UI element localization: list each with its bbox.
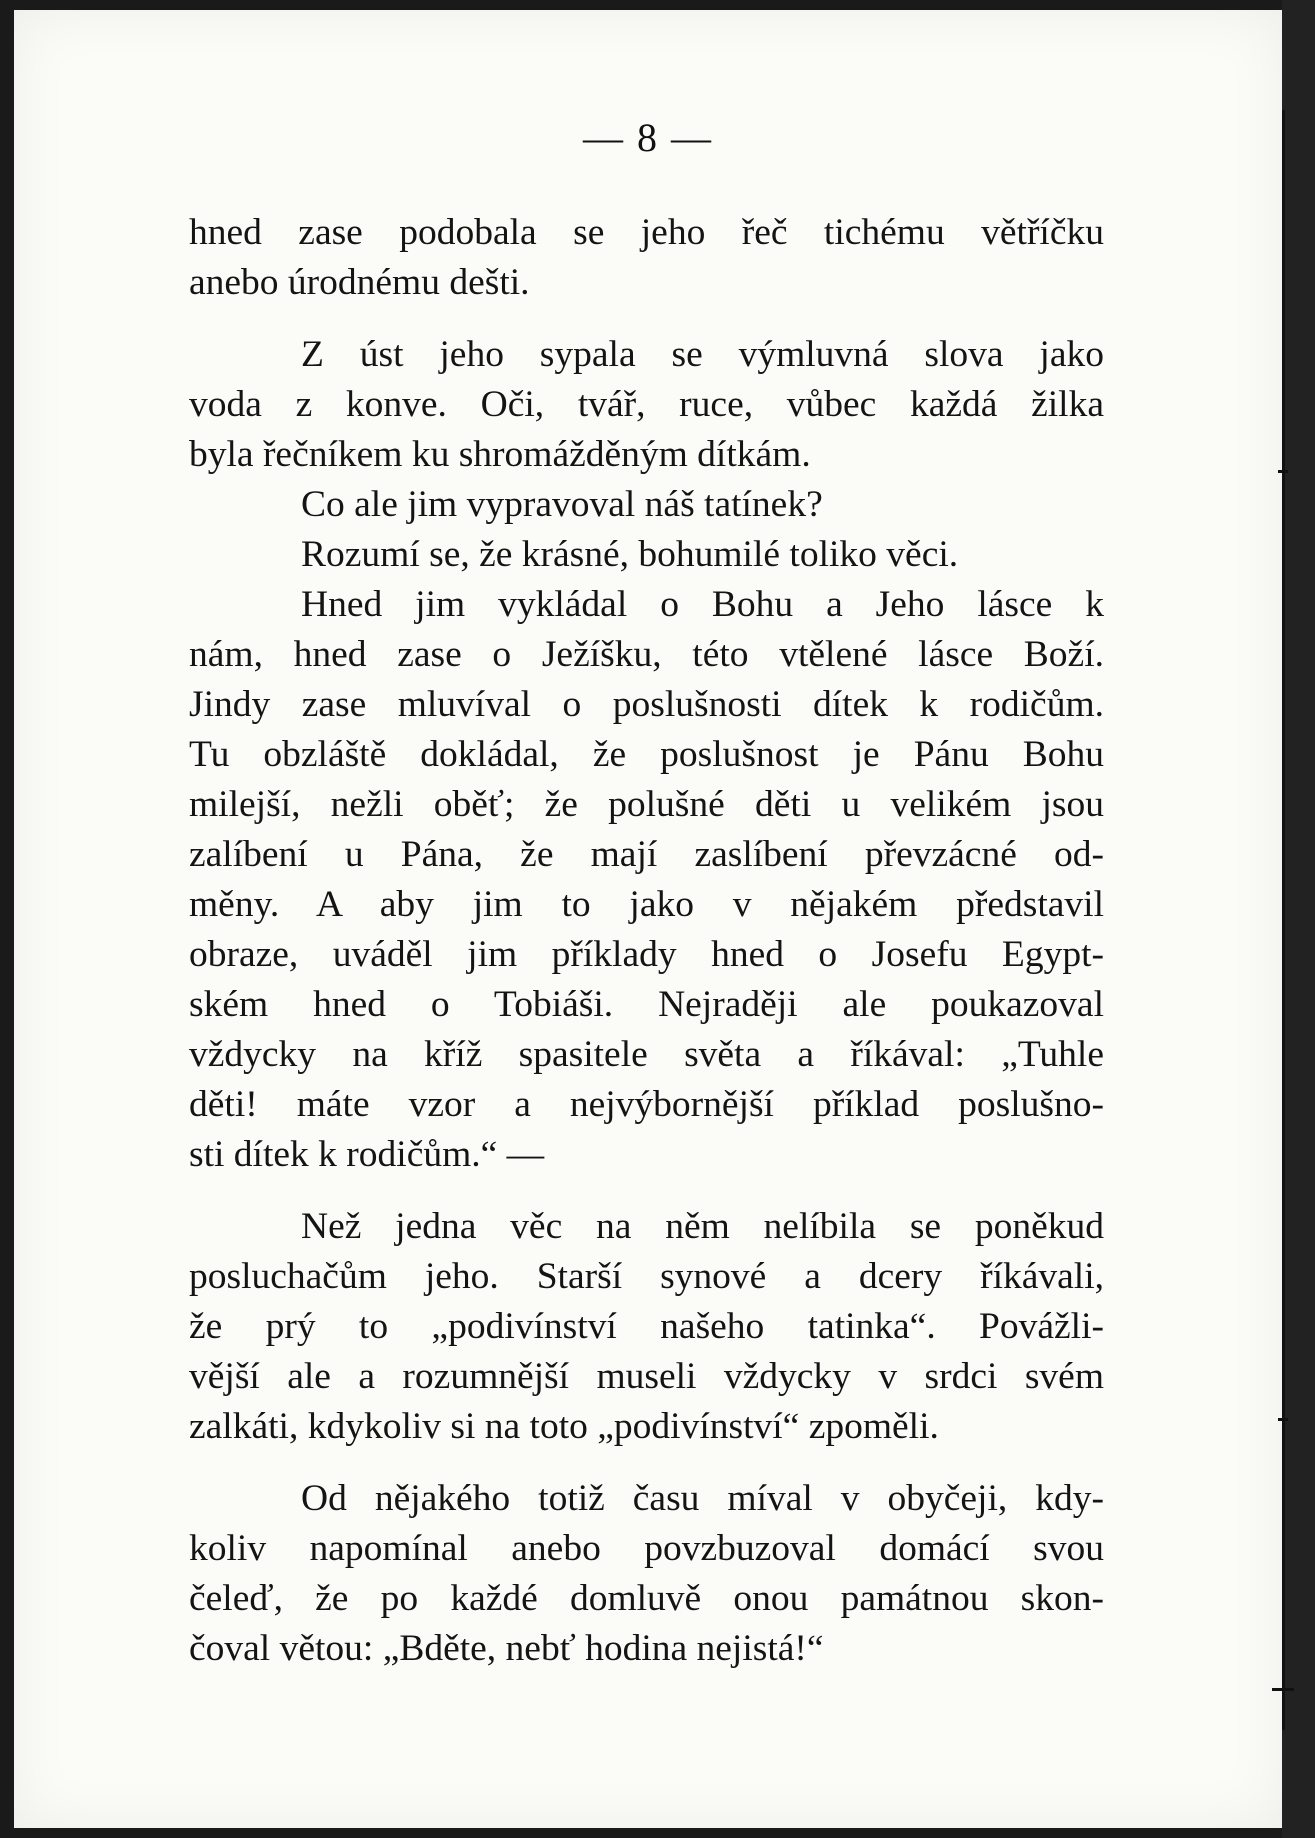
paragraph xyxy=(189,1474,1104,1674)
text-line: čeleď, že po každé domluvě onou památnou skon- xyxy=(189,1578,1104,1619)
text-line: Z úst jeho sypala se výmluvná slova jako xyxy=(301,334,1104,375)
text-line: milejší, nežli oběť; že polušné děti u velikém jsou xyxy=(189,784,1104,825)
text-line: nám, hned zase o Ježíšku, této vtělené lásce Boží. xyxy=(189,634,1104,675)
text-line: Rozumí se, že krásné, bohumilé toliko věci. xyxy=(301,534,959,575)
text-line: koliv napomínal anebo povzbuzoval domácí svou xyxy=(189,1528,1104,1569)
text-line: zalkáti, kdykoliv si na toto „podivínství“ zpoměli. xyxy=(189,1406,939,1447)
margin-tick xyxy=(1272,1688,1294,1691)
body-text xyxy=(189,208,1104,1674)
paragraph-gap xyxy=(189,1180,1104,1202)
text-line: anebo úrodnému dešti. xyxy=(189,262,530,303)
text-line: vždycky na kříž spasitele světa a říkával: „Tuhle xyxy=(189,1034,1104,1075)
text-line: Hned jim vykládal o Bohu a Jeho lásce k xyxy=(301,584,1104,625)
paragraph xyxy=(189,1202,1104,1452)
binding-edge xyxy=(1282,0,1315,1838)
text-line: že prý to „podivínství našeho tatinka“. Povážli- xyxy=(189,1306,1104,1347)
text-line: vější ale a rozumnější museli vždycky v srdci svém xyxy=(189,1356,1104,1397)
text-line: děti! máte vzor a nejvýbornější příklad poslušno- xyxy=(189,1084,1104,1125)
paragraph xyxy=(189,480,1104,530)
text-line: čoval větou: „Bděte, nebť hodina nejistá!“ xyxy=(189,1628,824,1669)
paragraph xyxy=(189,330,1104,480)
text-line: Od nějakého totiž času míval v obyčeji, kdy- xyxy=(301,1478,1104,1519)
text-line: ském hned o Tobiáši. Nejraději ale poukazoval xyxy=(189,984,1104,1025)
book-page xyxy=(14,10,1282,1828)
paragraph-gap xyxy=(189,308,1104,330)
text-line: byla řečníkem ku shromážděným dítkám. xyxy=(189,434,811,475)
text-line: Jindy zase mluvíval o poslušnosti dítek k rodičům. xyxy=(189,684,1104,725)
text-line: obraze, uváděl jim příklady hned o Josefu Egypt- xyxy=(189,934,1104,975)
text-line: Než jedna věc na něm nelíbila se poněkud xyxy=(301,1206,1104,1247)
paragraph xyxy=(189,208,1104,308)
margin-tick xyxy=(1278,1418,1288,1421)
text-line: hned zase podobala se jeho řeč tichému větříčku xyxy=(189,212,1104,253)
text-line: zalíbení u Pána, že mají zaslíbení převzácné od- xyxy=(189,834,1104,875)
text-line: Co ale jim vypravoval náš tatínek? xyxy=(301,484,823,525)
text-line: posluchačům jeho. Starší synové a dcery říkávali, xyxy=(189,1256,1104,1297)
paragraph xyxy=(189,530,1104,580)
text-line: voda z konve. Oči, tvář, ruce, vůbec každá žilka xyxy=(189,384,1104,425)
page-number: — 8 — xyxy=(583,115,713,160)
text-line: měny. A aby jim to jako v nějakém představil xyxy=(189,884,1104,925)
paragraph-gap xyxy=(189,1452,1104,1474)
margin-rule xyxy=(1282,110,1285,1730)
text-line: Tu obzláště dokládal, že poslušnost je Pánu Bohu xyxy=(189,734,1104,775)
paragraph xyxy=(189,580,1104,1180)
text-line: sti dítek k rodičům.“ — xyxy=(189,1134,545,1175)
margin-tick xyxy=(1278,470,1288,473)
